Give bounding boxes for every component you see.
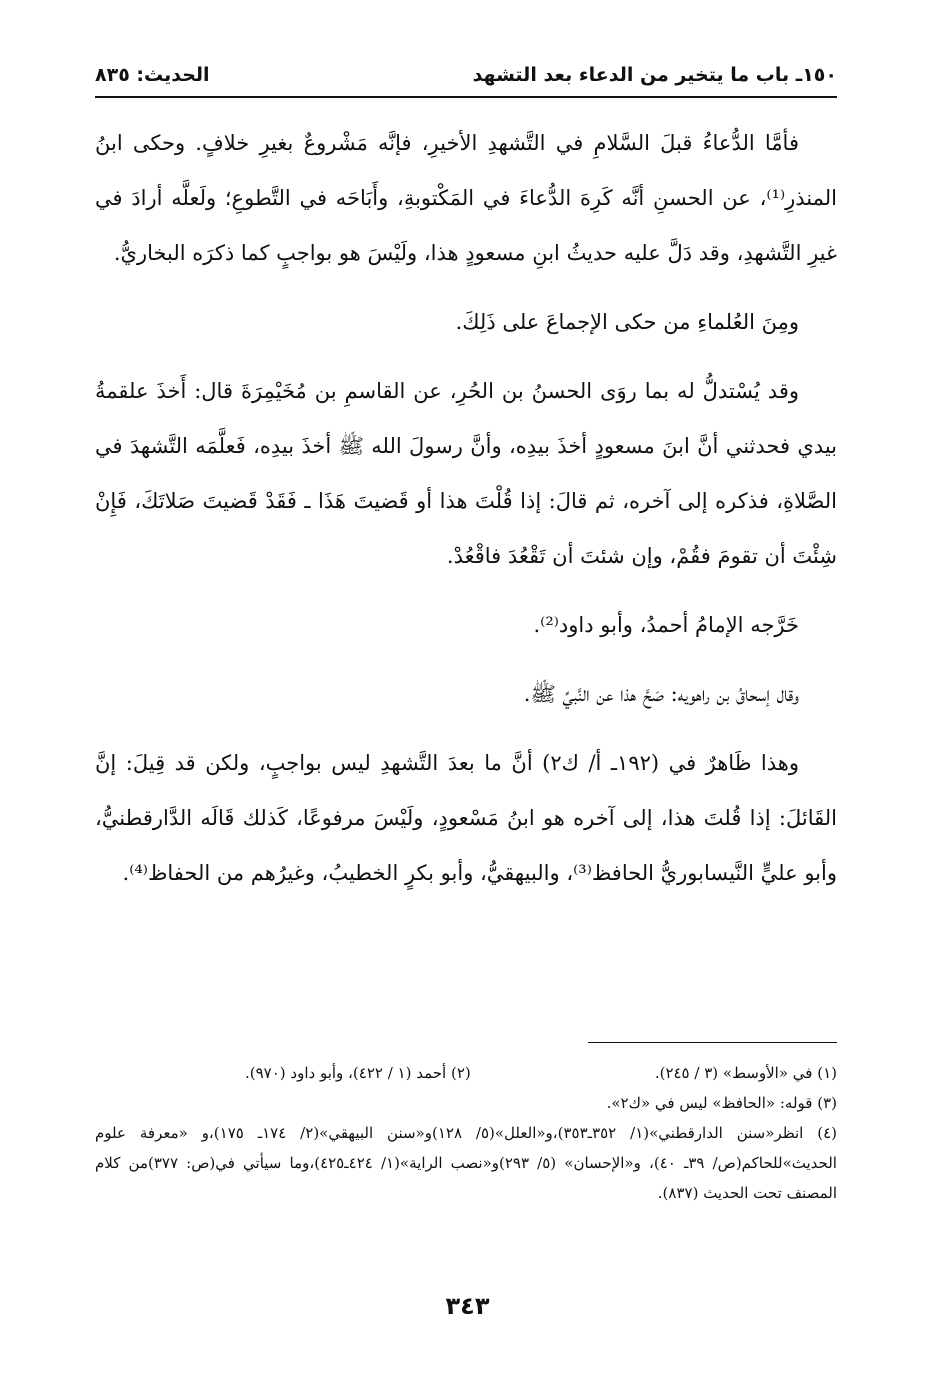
paragraph: وقال إسحاقُ بن راهويه: صَحَّ هذا عن النَّبيِّ ﷺ. — [523, 682, 799, 706]
footnote-4: (٤) انظر«سنن الدارقطني»(١/ ٣٥٢ـ٣٥٣)،و«العلل»(٥/ ١٢٨)و«سنن البيهقي»(٢/ ١٧٤ـ ١٧٥)،و «معرفة علوم الحديث»للحاكم(ص/ ٣٩ـ ٤٠)، و«الإحسان» (٥/ ٢٩٣)و«نصب الراية»(١/ ٤٢٤ـ٤٢٥)،وما سيأتي في(ص: ٣٧٧)من كلام المصنف تحت الحديث (٨٣٧). — [95, 1124, 838, 1202]
paragraph: ومِنَ العُلماءِ من حكى الإجماعَ على ذَلِكَ. — [455, 310, 799, 334]
footnote-2: (٢) أحمد (١ / ٤٢٢)، وأبو داود (٩٧٠). — [245, 1064, 471, 1082]
chapter-title: ١٥٠ـ باب ما يتخير من الدعاء بعد التشهد — [472, 64, 837, 86]
footnotes — [95, 1058, 837, 1208]
footnote-3: (٣) قوله: «الحافظ» ليس في «ك٢». — [606, 1094, 837, 1112]
paragraph: فأمَّا الدُّعاءُ قبلَ السَّلامِ في التَّشهدِ الأخيرِ، فإنَّه مَشْروعٌ بغيرِ خلافٍ. وحكى ابنُ المنذرِ⁽¹⁾، عن الحسنِ أنَّه كَرِهَ الدُّعاءَ في المَكْتوبةِ، وأَبَاحَه في التَّطوعِ؛ ولَعلَّه أرادَ في غيرِ التَّشهدِ، وقد دَلَّ عليه حديثُ ابنِ مسعودٍ هذا، ولَيْسَ هو بواجبٍ كما ذكرَه البخاريُّ. — [95, 131, 837, 265]
hadith-number: الحديث: ٨٣٥ — [95, 64, 210, 86]
footnote-divider — [588, 1042, 837, 1043]
header-divider — [95, 96, 837, 98]
page-number: ٣٤٣ — [445, 1292, 490, 1320]
paragraph: وهذا ظَاهرٌ في (١٩٢ـ أ/ ك٢) أنَّ ما بعدَ التَّشهدِ ليس بواجبٍ، ولكن قد قِيلَ: إنَّ القَائلَ: إذا قُلتَ هذا، إلى آخره هو ابنُ مَسْعودٍ، ولَيْسَ مرفوعًا، كَذلك قَالَه الدَّارقطنيُّ، وأبو عليٍّ النَّيسابوريُّ الحافظ⁽³⁾، والبيهقيُّ، وأبو بكرٍ الخطيبُ، وغيرُهم من الحفاظ⁽⁴⁾. — [95, 751, 837, 885]
paragraph: وقد يُسْتدلُّ له بما روَى الحسنُ بن الحُرِ، عن القاسمِ بن مُخَيْمِرَةَ قال: أَخذَ علقمةُ بيدي فحدثني أنَّ ابنَ مسعودٍ أخذَ بيدِه، وأنَّ رسولَ الله ﷺ أخذَ بيدِه، فَعلَّمَه التَّشهدَ في الصَّلاةِ، فذكره إلى آخره، ثم قالَ: إذا قُلْتَ هذا أو قَضيتَ هَذَا ـ فَقَدْ قَضيتَ صَلاتَكَ، فَإِنْ شِئْتَ أن تقومَ فقُمْ، وإن شئتَ أن تَقْعُدَ فاقْعُدْ. — [95, 379, 837, 568]
paragraph: خَرَّجه الإمامُ أحمدُ، وأبو داود⁽²⁾. — [533, 613, 799, 637]
main-text — [95, 116, 837, 915]
running-header — [95, 58, 837, 98]
footnote-1: (١) في «الأوسط» (٣ / ٢٤٥). — [654, 1064, 837, 1082]
footnote-row — [95, 1058, 837, 1088]
